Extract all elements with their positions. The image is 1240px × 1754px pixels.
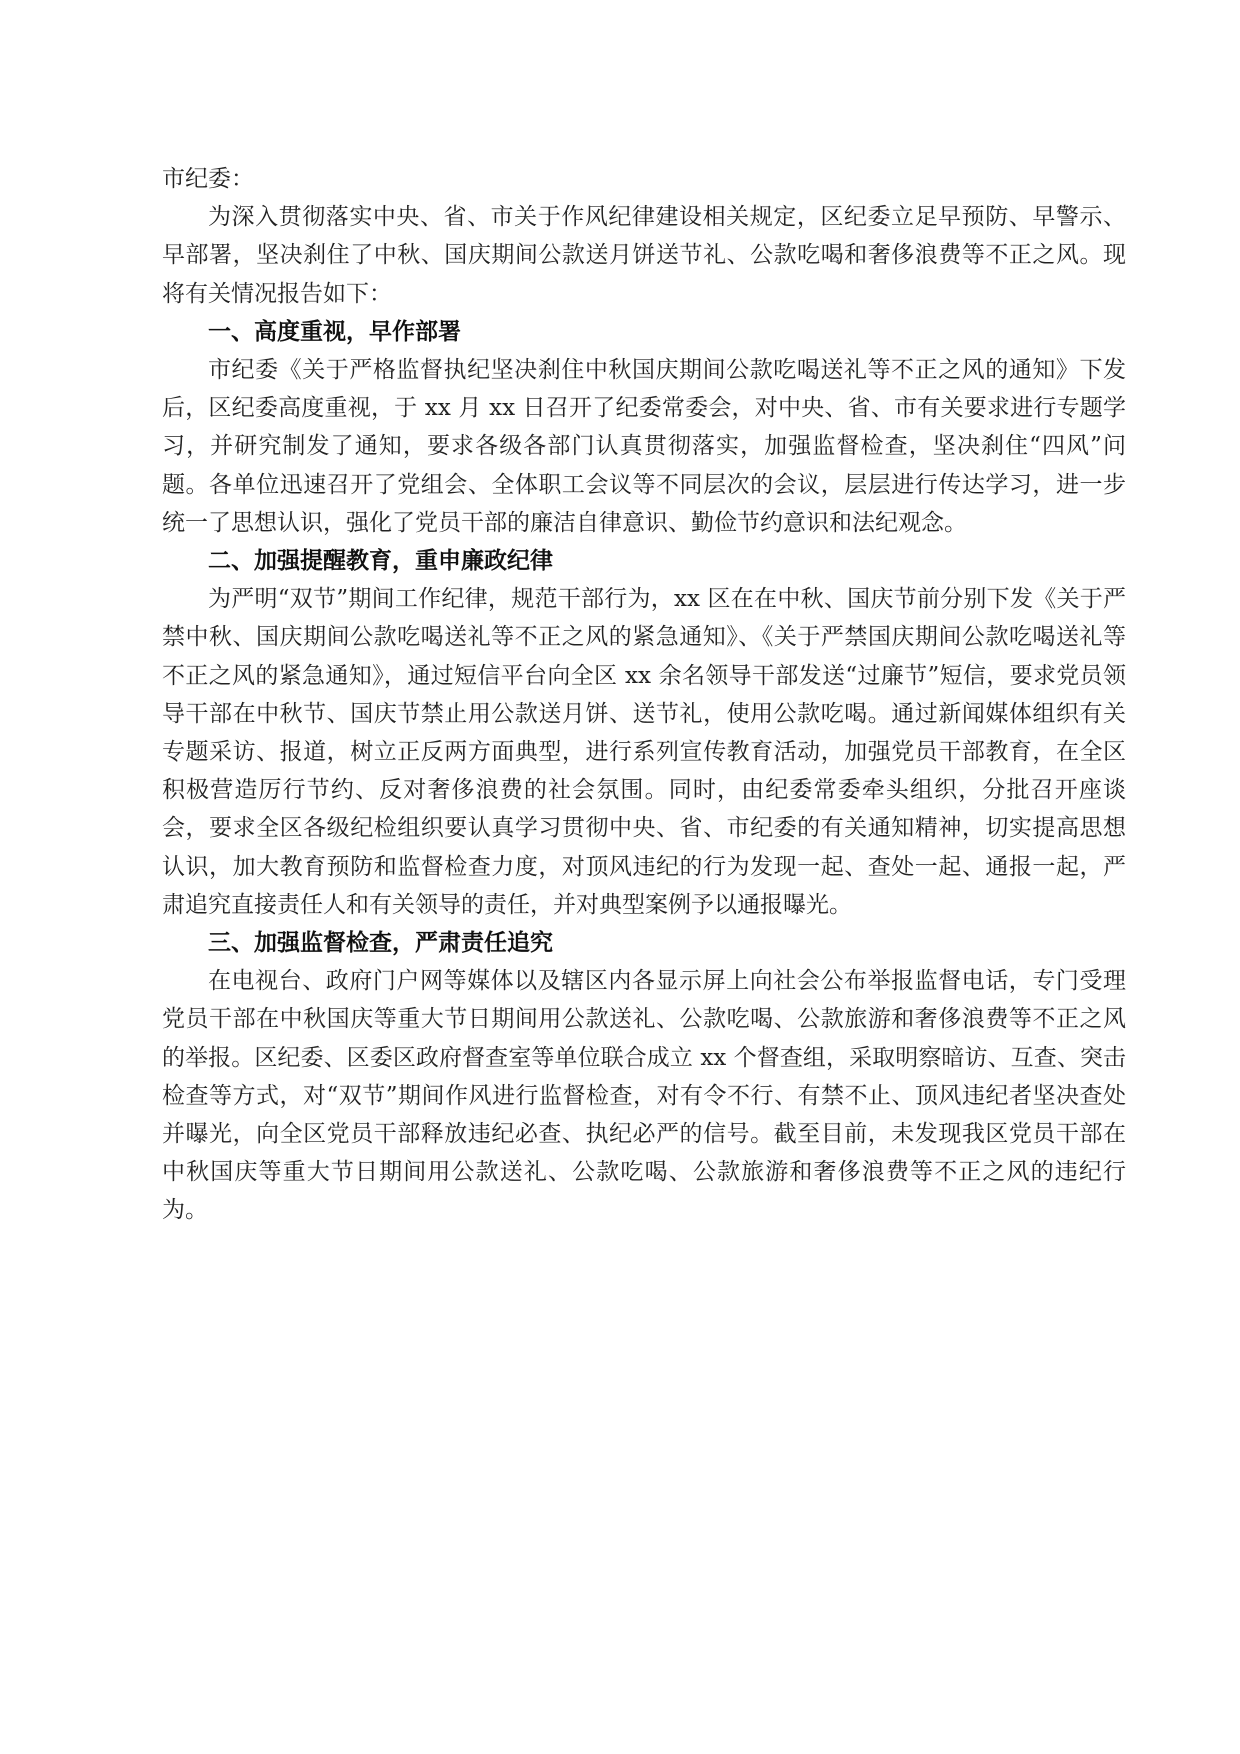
section-paragraph: 为严明“双节”期间工作纪律，规范干部行为，xx 区在在中秋、国庆节前分别下发《关于严禁中秋、国庆期间公款吃喝送礼等不正之风的紧急通知》、《关于严禁国庆期间公款吃喝送礼等不正之风的紧急通知》，通过短信平台向全区 xx 余名领导干部发送“过廉节”短信，要求党员领导干部在中秋节、国庆节禁止用公款送月饼、送节礼，使用公款吃喝。通过新闻媒体组织有关专题采访、报道，树立正反两方面典型，进行系列宣传教育活动，加强党员干部教育，在全区积极营造厉行节约、反对奢侈浪费的社会氛围。同时，由纪委常委牵头组织，分批召开座谈会，要求全区各级纪检组织要认真学习贯彻中央、省、市纪委的有关通知精神，切实提高思想认识，加大教育预防和监督检查力度，对顶风违纪的行为发现一起、查处一起、通报一起，严肃追究直接责任人和有关领导的责任，并对典型案例予以通报曝光。 xyxy=(162,586,1126,918)
salutation: 市纪委： xyxy=(162,166,254,192)
section-heading: 三、加强监督检查，严肃责任追究 xyxy=(208,929,553,957)
section-paragraph: 在电视台、政府门户网等媒体以及辖区内各显示屏上向社会公布举报监督电话，专门受理党员干部在中秋国庆等重大节日期间用公款送礼、公款吃喝、公款旅游和奢侈浪费等不正之风的举报。区纪委、区委区政府督查室等单位联合成立 xx 个督查组，采取明察暗访、互查、突击检查等方式，对“双节”期间作风进行监督检查，对有令不行、有禁不止、顶风违纪者坚决查处并曝光，向全区党员干部释放违纪必查、执纪必严的信号。截至目前，未发现我区党员干部在中秋国庆等重大节日期间用公款送礼、公款吃喝、公款旅游和奢侈浪费等不正之风的违纪行为。 xyxy=(162,968,1126,1224)
section-paragraph: 市纪委《关于严格监督执纪坚决刹住中秋国庆期间公款吃喝送礼等不正之风的通知》下发后，区纪委高度重视，于 xx 月 xx 日召开了纪委常委会，对中央、省、市有关要求进行专题学习，并研究制发了通知，要求各级各部门认真贯彻落实，加强监督检查，坚决刹住“四风”问题。各单位迅速召开了党组会、全体职工会议等不同层次的会议，层层进行传达学习，进一步统一了思想认识，强化了党员干部的廉洁自律意识、勤俭节约意识和法纪观念。 xyxy=(162,357,1126,536)
section-heading: 二、加强提醒教育，重申廉政纪律 xyxy=(208,547,553,575)
document-body xyxy=(162,160,1126,1230)
section-heading: 一、高度重视，早作部署 xyxy=(208,317,461,345)
intro-paragraph: 为深入贯彻落实中央、省、市关于作风纪律建设相关规定，区纪委立足早预防、早警示、早部署，坚决刹住了中秋、国庆期间公款送月饼送节礼、公款吃喝和奢侈浪费等不正之风。现将有关情况报告如下： xyxy=(162,204,1126,307)
